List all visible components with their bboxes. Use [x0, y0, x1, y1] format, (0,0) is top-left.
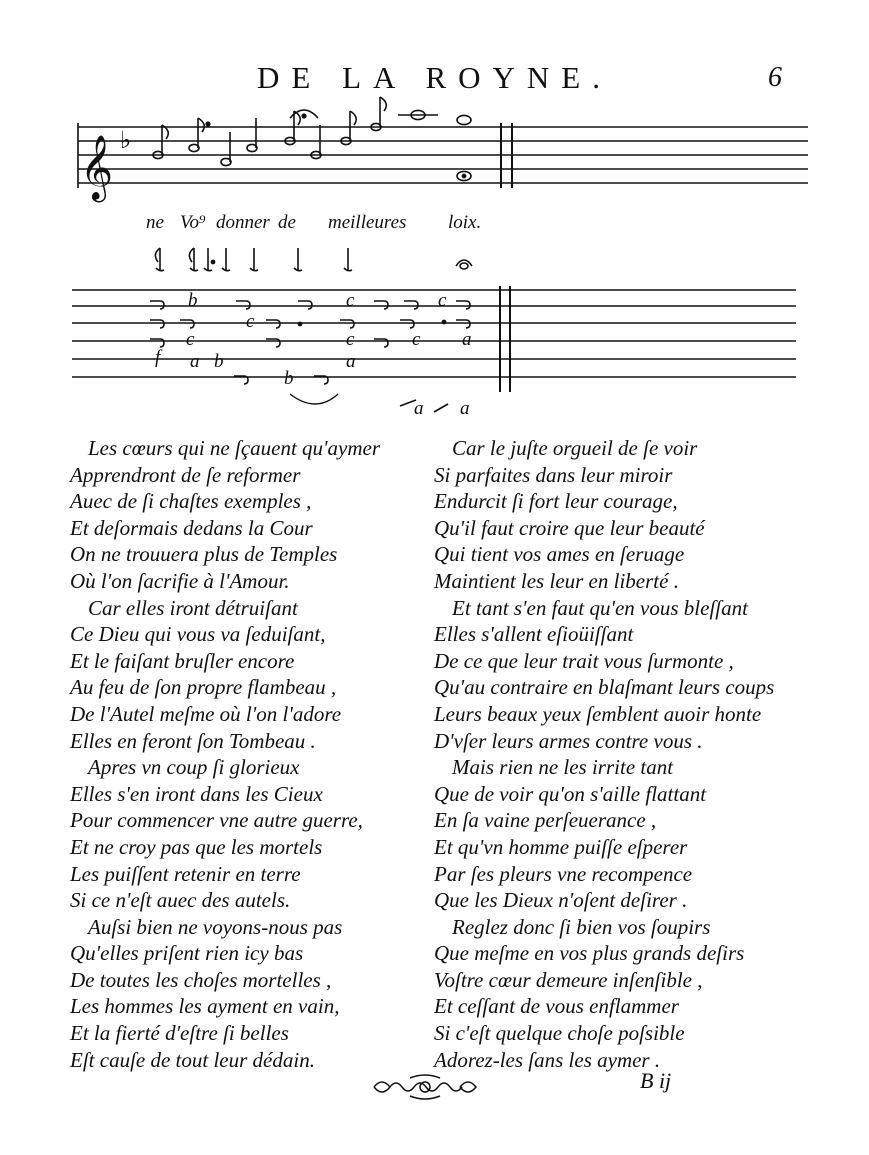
verse-line: Qui tient vos ames en ſeruage — [434, 542, 685, 567]
tab-letter: c — [346, 329, 355, 350]
treble-clef-icon: 𝄞 — [80, 135, 114, 200]
verse-line: Les hommes les ayment en vain, — [70, 994, 340, 1019]
vocal-staff — [78, 123, 808, 188]
verse-line: Apprendront de ſe reformer — [70, 462, 301, 487]
verse-line: Eſt cauſe de tout leur dédain. — [70, 1047, 315, 1072]
verse-line: Car le juſte orgueil de ſe voir — [452, 436, 698, 460]
fleuron-ornament-icon — [370, 1070, 480, 1104]
verse-line: Ce Dieu qui vous va ſeduiſant, — [70, 622, 326, 647]
flag-5 — [250, 248, 258, 271]
verse-line: Qu'elles priſent rien icy bas — [70, 941, 304, 966]
tab-letter: a — [462, 329, 472, 350]
verse-line: Endurcit ſi fort leur courage, — [434, 489, 678, 514]
tab-letter: f — [155, 347, 161, 368]
tab-letter: c — [346, 290, 355, 311]
verse-column-left — [70, 435, 380, 1073]
verse-line: Maintient les leur en liberté . — [434, 568, 679, 593]
verse-line: Elles s'en iront dans les Cieux — [70, 781, 323, 806]
verse-column-right — [434, 435, 774, 1073]
lyric-word: Vo⁹ — [180, 212, 206, 233]
note-8 — [371, 97, 386, 131]
verse-line: Et la fierté d'eſtre ſi belles — [70, 1021, 289, 1046]
verse-line: Par ſes pleurs vne recompence — [434, 861, 693, 886]
note-10 — [457, 115, 471, 124]
tab-letter: b — [284, 368, 294, 389]
verse-line: Les puiſſent retenir en terre — [70, 861, 301, 886]
verse-line: Où l'on ſacrifie à l'Amour. — [70, 568, 290, 593]
note-2 — [189, 118, 210, 152]
tab-letter: a — [414, 398, 424, 419]
verse-line: De ce que leur trait vous ſurmonte , — [434, 648, 734, 673]
verse-line: Et deſormais dedans la Cour — [70, 515, 313, 540]
verse-line: Qu'il faut croire que leur beauté — [434, 515, 705, 540]
tie-arc — [290, 394, 338, 404]
lyric-word: loix. — [448, 212, 482, 233]
flag-6 — [294, 248, 302, 271]
verse-line: On ne trouuera plus de Temples — [70, 542, 338, 567]
verse-line: De l'Autel meſme où l'on l'adore — [70, 701, 342, 726]
flag-4 — [222, 248, 230, 271]
flag-1 — [155, 248, 164, 271]
verse-line: Car elles iront détruiſant — [88, 595, 298, 620]
vocal-notes — [153, 97, 471, 181]
verse-line: Apres vn coup ſi glorieux — [88, 755, 300, 780]
verse-line: Si ce n'eſt auec des autels. — [70, 888, 291, 913]
verse-line: Et ceſſant de vous enflammer — [434, 994, 679, 1019]
flag-7 — [344, 248, 352, 271]
verse-line: Adorez-les ſans les aymer . — [434, 1047, 661, 1072]
tab-letter: c — [186, 329, 195, 350]
folio-number: 6 — [768, 62, 782, 93]
verse-line: Pour commencer vne autre guerre, — [70, 808, 363, 833]
note-4 — [247, 118, 257, 152]
page-title: DE LA ROYNE. — [257, 60, 612, 95]
tab-letter: c — [246, 311, 255, 332]
verse-line: Voſtre cœur demeure inſenſible , — [434, 967, 703, 992]
verse-line: Leurs beaux yeux ſemblent auoir honte — [434, 701, 762, 726]
verse-line: Les cœurs qui ne ſçauent qu'aymer — [88, 436, 381, 460]
rhythm-flags — [155, 248, 472, 271]
verse-line: Auſsi bien ne voyons-nous pas — [88, 914, 343, 939]
verse-line: Mais rien ne les irrite tant — [452, 755, 674, 780]
verse-line: De toutes les choſes mortelles , — [70, 967, 332, 992]
verse-line: Que meſme en vos plus grands deſirs — [434, 941, 745, 966]
verse-line: Elles en feront ſon Tombeau . — [70, 728, 316, 753]
lyric-word: meilleures — [328, 212, 407, 233]
tab-letters — [155, 290, 472, 419]
verse-line: Et le faiſant bruſler encore — [70, 648, 295, 673]
verse-line: Et ne croy pas que les mortels — [70, 834, 323, 859]
note-11 — [457, 171, 471, 180]
flag-2 — [189, 248, 198, 271]
verse-line: Reglez donc ſi bien vos ſoupirs — [452, 914, 711, 939]
verse-line: Au feu de ſon propre flambeau , — [70, 675, 337, 700]
tablature-staff — [72, 286, 796, 404]
tab-letter: a — [190, 351, 200, 372]
tab-letter: c — [438, 290, 447, 311]
verse-line: Que les Dieux n'oſent deſirer . — [434, 888, 688, 913]
verse-line: Auec de ſi chaſtes exemples , — [70, 489, 312, 514]
verse-line: Si parfaites dans leur miroir — [434, 462, 673, 487]
verse-line: Si c'eſt quelque choſe poſsible — [434, 1021, 685, 1046]
tab-letter: a — [460, 398, 470, 419]
lyric-word: donner — [216, 212, 270, 233]
note-3 — [221, 132, 231, 166]
signature-mark: B ij — [640, 1068, 672, 1093]
flat-sign-icon: ♭ — [120, 126, 132, 154]
tab-letter: b — [188, 290, 198, 311]
verse-line: Et tant s'en faut qu'en vous bleſſant — [452, 595, 748, 620]
verse-line: Et qu'vn homme puiſſe eſperer — [434, 834, 688, 859]
verse-line: D'vſer leurs armes contre vous . — [434, 728, 703, 753]
flag-fermata — [456, 260, 472, 269]
verse-line: En ſa vaine perſeuerance , — [434, 808, 657, 833]
flag-3 — [204, 248, 215, 271]
note-9 — [398, 110, 438, 119]
lyric-word: de — [278, 212, 296, 233]
verse-line: Que de voir qu'on s'aille flattant — [434, 781, 707, 806]
verse-line: Elles s'allent eſioüiſſant — [434, 622, 634, 647]
tab-letter: b — [214, 351, 224, 372]
lyric-word: ne — [146, 212, 164, 233]
tab-letter: a — [346, 351, 356, 372]
verse-line: Qu'au contraire en blaſmant leurs coups — [434, 675, 775, 700]
tab-letter: c — [412, 329, 421, 350]
